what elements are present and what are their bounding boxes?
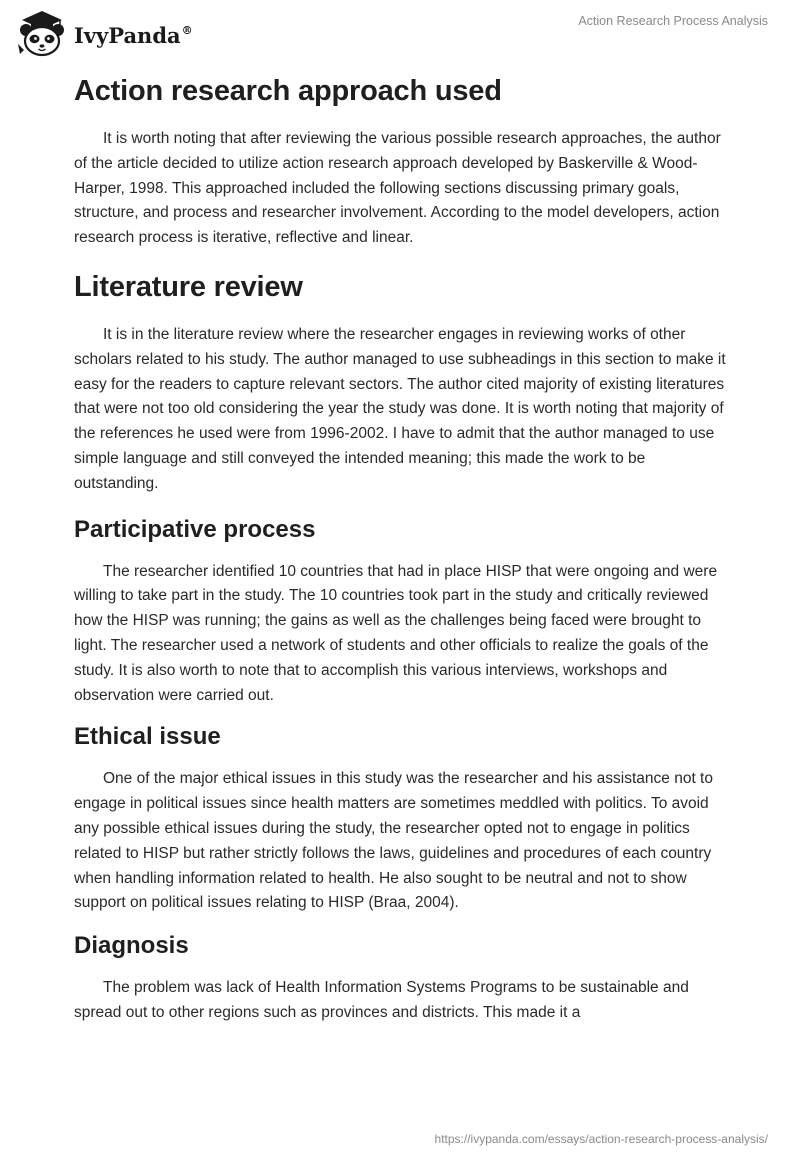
section-paragraph: One of the major ethical issues in this study was the researcher and his assistance not to engage in political issues since health matters are sometimes meddled with politics. To avoid any possible ethical issues during the study, the researcher opted not to engage in politics related to HISP but rather strictly follows the laws, guidelines and procedures of each country when handling information related to health. He also sought to be neutral and not to show support on political issues relating to HISP (Braa, 2004). (74, 770, 713, 912)
section-heading: Diagnosis (74, 932, 189, 960)
section-heading: Participative process (74, 515, 316, 543)
panda-logo-icon (14, 8, 70, 58)
section-action-research-approach (74, 72, 734, 251)
section-diagnosis (74, 930, 734, 1026)
section-heading: Ethical issue (74, 723, 221, 751)
brand-logo[interactable] (14, 8, 193, 58)
section-heading: Action research approach used (74, 75, 502, 107)
section-paragraph: The problem was lack of Health Information Systems Programs to be sustainable and spread out to other regions such as provinces and districts. This made it a (74, 979, 689, 1021)
source-url[interactable]: https://ivypanda.com/essays/action-research-process-analysis/ (434, 1132, 768, 1146)
document-title: Action Research Process Analysis (578, 14, 768, 28)
section-paragraph: The researcher identified 10 countries that had in place HISP that were ongoing and were willing to take part in the study. The 10 countries took part in the study and critically reviewed how the HISP was running; the gains as well as the challenges being faced were brought to light. The researcher used a network of students and other officials to realize the goals of the study. It is also worth to note that to accomplish this various interviews, workshops and observation were carried out. (74, 562, 718, 704)
brand-name: IvyPanda® (74, 22, 193, 48)
section-heading: Literature review (74, 270, 303, 303)
article-body (74, 72, 734, 1026)
section-literature-review (74, 268, 734, 497)
section-ethical-issue (74, 721, 734, 916)
page-header (0, 0, 800, 60)
section-paragraph: It is worth noting that after reviewing the various possible research approaches, the author of the article decided to utilize action research approach developed by Baskerville & Wood-Harper, 1998. This approached included the following sections discussing primary goals, structure, and process and researcher involvement. According to the model developers, action research process is iterative, reflective and linear. (74, 130, 721, 247)
section-participative-process (74, 514, 734, 709)
section-paragraph: It is in the literature review where the researcher engages in reviewing works of other scholars related to his study. The author managed to use subheadings in this section to make it easy for the readers to capture relevant sectors. The author cited majority of existing literatures that were not too old considering the year the study was done. It is worth noting that majority of the references he used were from 1996-2002. I have to admit that the author managed to use simple language and still conveyed the intended meaning; this made the work to be outstanding. (74, 325, 726, 492)
